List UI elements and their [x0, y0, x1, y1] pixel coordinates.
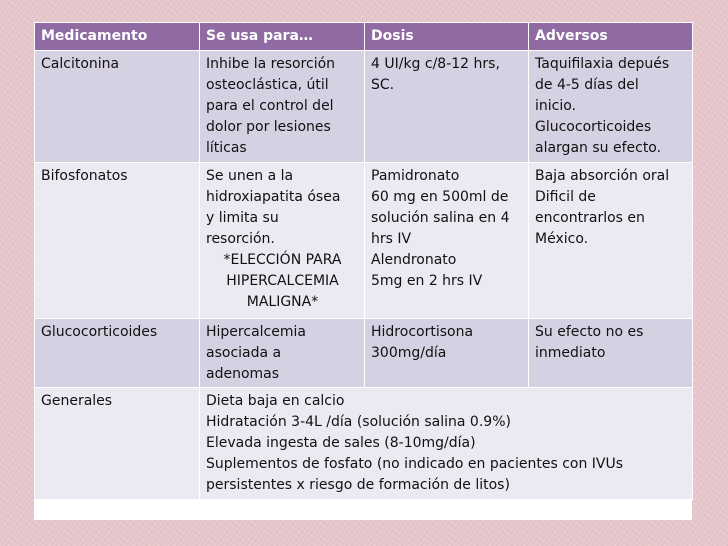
use-line: y limita su — [206, 210, 279, 226]
adverse-cell — [529, 163, 693, 319]
use-line: líticas — [206, 140, 247, 156]
dose-line: solución salina en 4 — [371, 210, 510, 226]
drug-table-container — [34, 22, 692, 520]
table-row — [35, 163, 693, 319]
general-notes-cell — [200, 388, 693, 500]
use-line: Hipercalcemia — [206, 324, 306, 340]
table-row — [35, 319, 693, 388]
use-line: Se unen a la — [206, 168, 294, 184]
adverse-line: Dificil de — [535, 189, 596, 205]
use-line: asociada a — [206, 345, 282, 361]
use-line: Inhibe la resorción — [206, 56, 336, 72]
drug-cell — [35, 163, 200, 319]
header-uso: Se usa para… — [200, 23, 365, 51]
drug-name: Glucocorticoides — [41, 324, 158, 340]
election-note-line: MALIGNA* — [246, 294, 319, 310]
header-row — [35, 23, 693, 51]
use-line: adenomas — [206, 366, 280, 382]
adverse-cell — [529, 51, 693, 163]
election-note-line: HIPERCALCEMIA — [226, 273, 339, 289]
adverse-line: Glucocorticoides — [535, 119, 652, 135]
adverse-cell — [529, 319, 693, 388]
table-row — [35, 51, 693, 163]
table-row — [35, 388, 693, 500]
dose-line: SC. — [371, 77, 395, 93]
use-cell — [200, 51, 365, 163]
adverse-line: Taquifilaxia depués — [535, 56, 670, 72]
dose-cell — [365, 51, 529, 163]
dose-line: Pamidronato — [371, 168, 460, 184]
use-line: dolor por lesiones — [206, 119, 331, 135]
election-note-line: *ELECCIÓN PARA — [223, 252, 342, 268]
general-note-line: Suplementos de fosfato (no indicado en pacientes con IVUs — [206, 456, 624, 472]
adverse-line: alargan su efecto. — [535, 140, 662, 156]
dose-line: 4 UI/kg c/8-12 hrs, — [371, 56, 500, 72]
general-note-line: Hidratación 3-4L /día (solución salina 0.9%) — [206, 414, 511, 430]
adverse-line: Baja absorción oral — [535, 168, 670, 184]
general-note-line: persistentes x riesgo de formación de litos) — [206, 477, 510, 493]
drug-table — [34, 22, 693, 500]
adverse-line: encontrarlos en — [535, 210, 645, 226]
use-line: resorción. — [206, 231, 275, 247]
use-line: para el control del — [206, 98, 334, 114]
use-line: osteoclástica, útil — [206, 77, 329, 93]
general-note-line: Elevada ingesta de sales (8-10mg/día) — [206, 435, 476, 451]
adverse-line: de 4-5 días del — [535, 77, 639, 93]
drug-cell — [35, 388, 200, 500]
general-note-line: Dieta baja en calcio — [206, 393, 345, 409]
dose-cell — [365, 319, 529, 388]
drug-cell — [35, 319, 200, 388]
drug-name: Bifosfonatos — [41, 168, 128, 184]
adverse-line: inmediato — [535, 345, 606, 361]
adverse-line: México. — [535, 231, 589, 247]
dose-line: Alendronato — [371, 252, 457, 268]
adverse-line: inicio. — [535, 98, 577, 114]
dose-line: 5mg en 2 hrs IV — [371, 273, 483, 289]
header-medicamento: Medicamento — [35, 23, 200, 51]
header-dosis: Dosis — [365, 23, 529, 51]
drug-cell — [35, 51, 200, 163]
use-cell — [200, 319, 365, 388]
dose-line: 60 mg en 500ml de — [371, 189, 509, 205]
dose-line: Hidrocortisona — [371, 324, 474, 340]
header-adversos: Adversos — [529, 23, 693, 51]
adverse-line: Su efecto no es — [535, 324, 644, 340]
use-cell — [200, 163, 365, 319]
dose-line: hrs IV — [371, 231, 412, 247]
dose-line: 300mg/día — [371, 345, 447, 361]
drug-name: Calcitonina — [41, 56, 120, 72]
drug-name: Generales — [41, 393, 113, 409]
dose-cell — [365, 163, 529, 319]
use-line: hidroxiapatita ósea — [206, 189, 341, 205]
